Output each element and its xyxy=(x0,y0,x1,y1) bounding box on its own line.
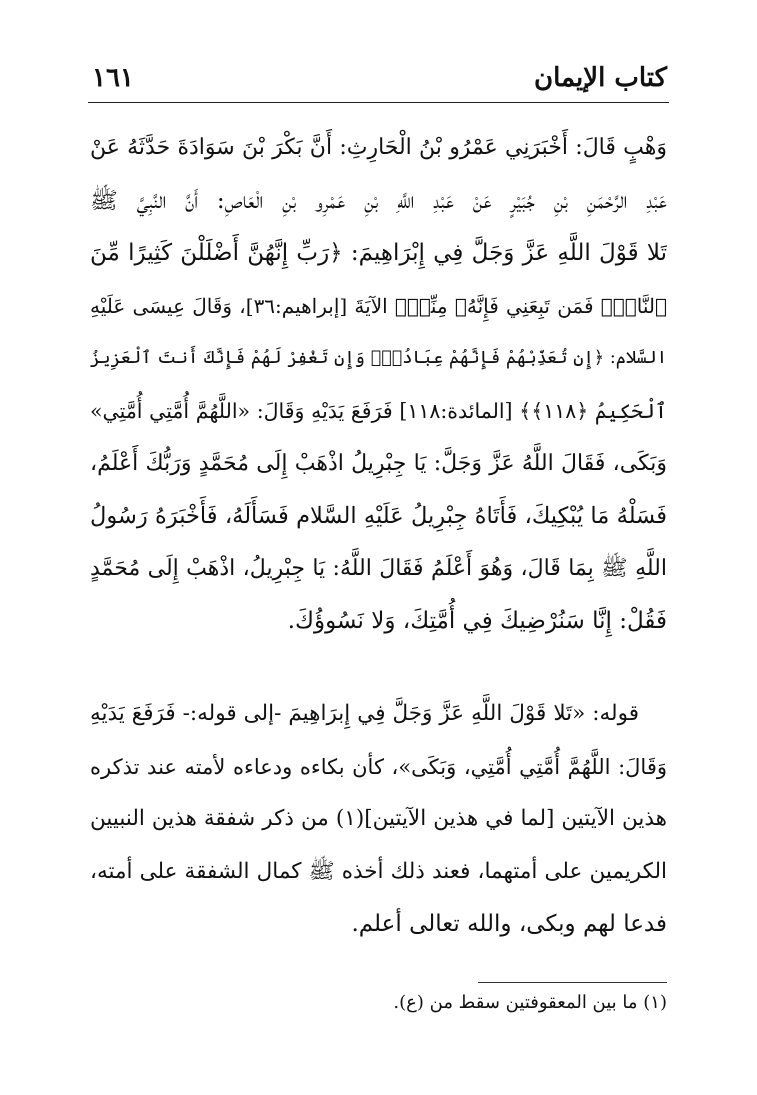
commentary-line: وَقَالَ: اللَّهُمَّ أُمَّتِي أُمَّتِي، وَبَكَى»، كأن بكاءه ودعاءه لأمته عند تذكره xyxy=(90,754,667,779)
chapter-title: كتاب الإيمان xyxy=(533,63,667,93)
commentary-text xyxy=(90,688,667,951)
hadith-line: فَقُلْ: إِنَّا سَنُرْضِيكَ فِي أُمَّتِكَ، وَلا نَسُوؤُكَ. xyxy=(287,608,667,635)
commentary-line: هذين الآيتين [لما في هذين الآيتين](١) من ذكر شفقة هذين النبيين xyxy=(90,806,667,831)
commentary-line: الكريمين على أمتهما، فعند ذلك أخذه ﷺ كمال الشفقة على أمته، xyxy=(90,858,667,884)
hadith-line: وَهْبٍ قَالَ: أَخْبَرَنِي عَمْرُو بْنُ الْحَارِثِ: أَنَّ بَكْرَ بْنَ سَوَادَةَ حَدَّثَهُ عَنْ xyxy=(90,135,667,160)
hadith-text xyxy=(90,122,667,648)
footnote-divider xyxy=(478,982,667,983)
hadith-line: ٱلنَّاسِۖ فَمَن تَبِعَنِي فَإِنَّهُۥ مِنِّيۖ﴾ الآيَةَ [إبراهيم:٣٦]، وَقَالَ عِيسَى عَلَيْهِ xyxy=(90,293,667,318)
footnote: (١) ما بين المعقوفتين سقط من (ع). xyxy=(393,992,667,1013)
hadith-line: تَلا قَوْلَ اللَّهِ عَزَّ وَجَلَّ فِي إِبْرَاهِيمَ: ﴿رَبِّ إِنَّهُنَّ أَضْلَلْنَ كَثِيرًا مِّنَ xyxy=(90,240,667,267)
hadith-line: وَبَكَى، فَقَالَ اللَّهُ عَزَّ وَجَلَّ: يَا جِبْرِيلُ اذْهَبْ إِلَى مُحَمَّدٍ وَرَبُّكَ أَعْلَمُ، xyxy=(90,450,667,476)
running-header xyxy=(92,56,667,100)
hadith-line: فَسَلْهُ مَا يُبْكِيكَ، فَأَتَاهُ جِبْرِيلُ عَلَيْهِ السَّلام فَسَأَلَهُ، فَأَخْبَرَهُ رَسُولُ xyxy=(90,503,667,530)
header-divider xyxy=(88,102,669,103)
page-number: ١٦١ xyxy=(92,63,134,93)
commentary-line: فدعا لهم وبكى، والله تعالى أعلم. xyxy=(351,911,667,937)
commentary-line: قوله: «تَلا قَوْلَ اللَّهِ عَزَّ وَجَلَّ فِي إِبرَاهِيمَ -إلى قوله:- فَرَفَعَ يَدَيْهِ xyxy=(90,701,639,726)
hadith-line: عَبْدِ الرَّحْمَنِ بْنِ جُبَيْرٍ عَنْ عَبْدِ اللَّهِ بْنِ عَمْرِو بْنِ الْعَاصِ: أَنَّ النَّبِيَّ ﷺ xyxy=(90,187,667,214)
hadith-line: ٱلْحَكِيمُ ﴿١١٨﴾﴾ [المائدة:١١٨] فَرَفَعَ يَدَيْهِ وَقَالَ: «اللَّهُمَّ أُمَّتِي أُمَّتِي» xyxy=(90,398,667,423)
hadith-line: السَّلام: ﴿إِن تُعَذِّبْهُمْ فَإِنَّهُمْ عِبَادُكَۖ وَإِن تَغْفِرْ لَهُمْ فَإِنَّكَ أَنتَ ٱلْعَزِيزُ xyxy=(90,348,667,369)
hadith-line: اللَّهِ ﷺ بِمَا قَالَ، وَهُوَ أَعْلَمُ فَقَالَ اللَّهُ: يَا جِبْرِيلُ، اذْهَبْ إِلَى مُحَمَّدٍ xyxy=(90,555,667,581)
